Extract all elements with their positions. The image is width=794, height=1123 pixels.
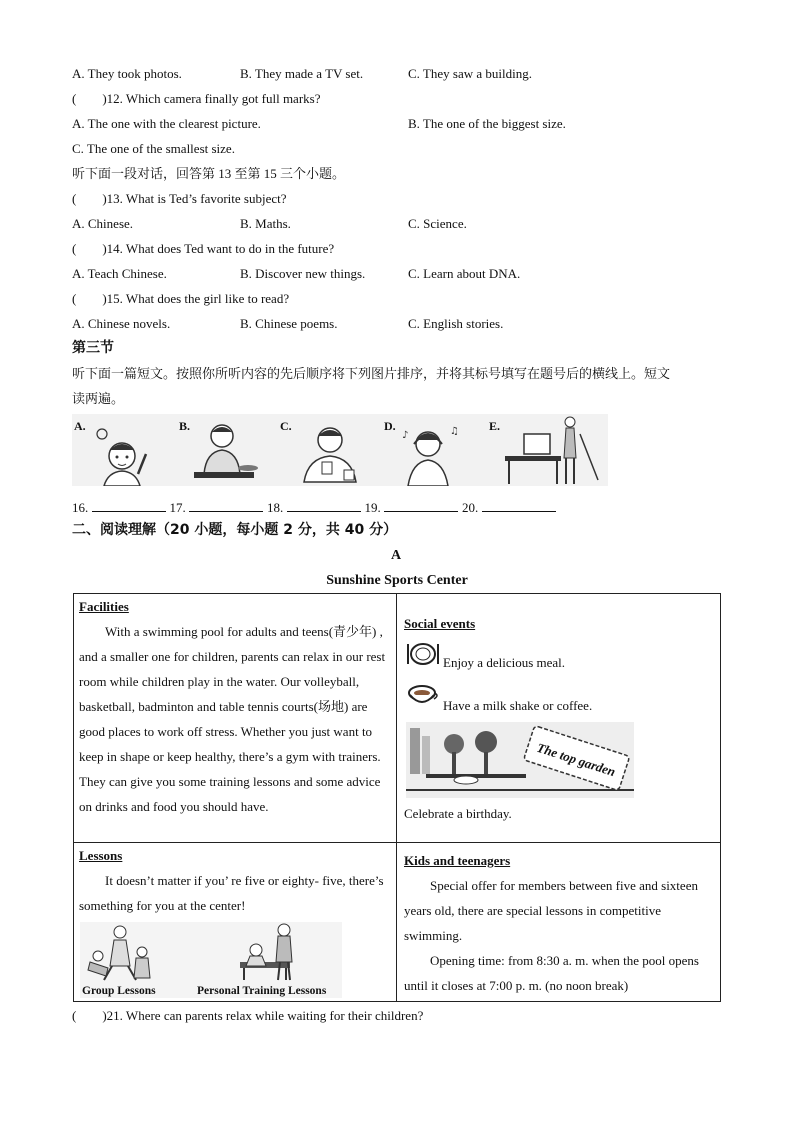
lessons-title: Lessons xyxy=(79,848,123,863)
answer-blanks xyxy=(72,499,560,516)
q13-option-b: B. Maths. xyxy=(240,216,291,231)
blank-19[interactable] xyxy=(384,499,458,512)
svg-text:♪: ♪ xyxy=(402,430,409,441)
q11-option-a: A. They took photos. xyxy=(72,66,182,81)
social-item-birthday: Celebrate a birthday. xyxy=(404,806,512,821)
computer-icon xyxy=(524,434,550,454)
q14-option-c: C. Learn about DNA. xyxy=(408,266,521,281)
blank-20-label: 20. xyxy=(462,500,479,515)
section3-instruction-line1: 听下面一篇短文。按照你所听内容的先后顺序将下列图片排序，并将其标号填写在题号后的横线上。短文 xyxy=(72,366,671,381)
q15-stem: ( )15. What does the girl like to read? xyxy=(72,291,290,306)
lessons-text: It doesn’t matter if you’ re five or eighty- five, there’s something for you at the center! xyxy=(79,873,384,913)
q13-option-a: A. Chinese. xyxy=(72,216,134,231)
q21-stem: ( )21. Where can parents relax while waiting for their children? xyxy=(72,1008,424,1023)
kids-cell xyxy=(404,848,710,998)
q13-option-c: C. Science. xyxy=(408,216,467,231)
q14-option-b: B. Discover new things. xyxy=(240,266,366,281)
q11-option-c: C. They saw a building. xyxy=(408,66,532,81)
coffee-cup-icon xyxy=(406,683,440,709)
section3-instruction-line2: 读两遍。 xyxy=(72,391,125,406)
picture-label-e: E. xyxy=(489,419,501,433)
q14-stem: ( )14. What does Ted want to do in the future? xyxy=(72,241,335,256)
blank-18-label: 18. xyxy=(267,500,284,515)
social-events-title: Social events xyxy=(404,616,476,631)
q15-option-c: C. English stories. xyxy=(408,316,504,331)
q11-option-b: B. They made a TV set. xyxy=(240,66,364,81)
picture-label-a: A. xyxy=(74,419,86,433)
q13-stem: ( )13. What is Ted’s favorite subject? xyxy=(72,191,287,206)
instruction-13-15: 听下面一段对话，回答第 13 至第 15 三个小题。 xyxy=(72,166,346,181)
q14-option-a: A. Teach Chinese. xyxy=(72,266,167,281)
facilities-title: Facilities xyxy=(79,599,129,614)
q12-option-c: C. The one of the smallest size. xyxy=(72,141,235,156)
social-events-cell xyxy=(404,611,714,636)
picture-strip xyxy=(72,414,608,486)
blank-17-label: 17. xyxy=(169,500,186,515)
q15-option-b: B. Chinese poems. xyxy=(240,316,338,331)
section3-title: 第三节 xyxy=(72,340,114,356)
personal-training-caption: Personal Training Lessons xyxy=(197,985,327,997)
picture-label-d: D. xyxy=(384,419,396,433)
picture-label-c: C. xyxy=(280,419,292,433)
kids-title: Kids and teenagers xyxy=(404,853,511,868)
facilities-text: With a swimming pool for adults and teens(青少年) , and a smaller one for children, parents can relax in our rest room while children play in the water. Our volleyball, basketball, badminton and table tennis courts(场地) are good places to work off stress. Whether you just want to keep in shape or keep healthy, there’s a gym with trainers. They can give you some training lessons and some advice on drinks and food you should have. xyxy=(79,624,386,814)
top-garden-sign: The top garden xyxy=(535,739,618,780)
blank-19-label: 19. xyxy=(364,500,381,515)
blank-18[interactable] xyxy=(287,499,361,512)
blank-20[interactable] xyxy=(482,499,556,512)
q12-option-a: A. The one with the clearest picture. xyxy=(72,116,261,131)
passage-letter: A xyxy=(391,548,402,563)
facilities-cell xyxy=(79,594,391,819)
group-lessons-caption: Group Lessons xyxy=(82,985,156,997)
lessons-picture xyxy=(80,922,342,998)
svg-text:♫: ♫ xyxy=(450,426,459,437)
social-item-meal: Enjoy a delicious meal. xyxy=(443,655,566,670)
reading-heading: 二、阅读理解（20 小题，每小题 2 分，共 40 分） xyxy=(72,522,398,538)
plate-icon xyxy=(406,640,440,666)
blank-16[interactable] xyxy=(92,499,166,512)
top-garden-picture xyxy=(406,722,634,798)
blank-17[interactable] xyxy=(189,499,263,512)
q12-option-b: B. The one of the biggest size. xyxy=(408,116,566,131)
blank-16-label: 16. xyxy=(72,500,89,515)
passage-title: Sunshine Sports Center xyxy=(326,573,468,588)
lessons-cell xyxy=(79,843,391,918)
picture-label-b: B. xyxy=(179,419,191,433)
q15-option-a: A. Chinese novels. xyxy=(72,316,171,331)
q12-stem: ( )12. Which camera finally got full marks? xyxy=(72,91,321,106)
kids-text-1: Special offer for members between five and sixteen years old, there are special lessons in competitive swimming. xyxy=(404,878,698,943)
kids-text-2: Opening time: from 8:30 a. m. when the pool opens until it closes at 7:00 p. m. (no noon break) xyxy=(404,953,699,993)
social-item-coffee: Have a milk shake or coffee. xyxy=(443,698,593,713)
